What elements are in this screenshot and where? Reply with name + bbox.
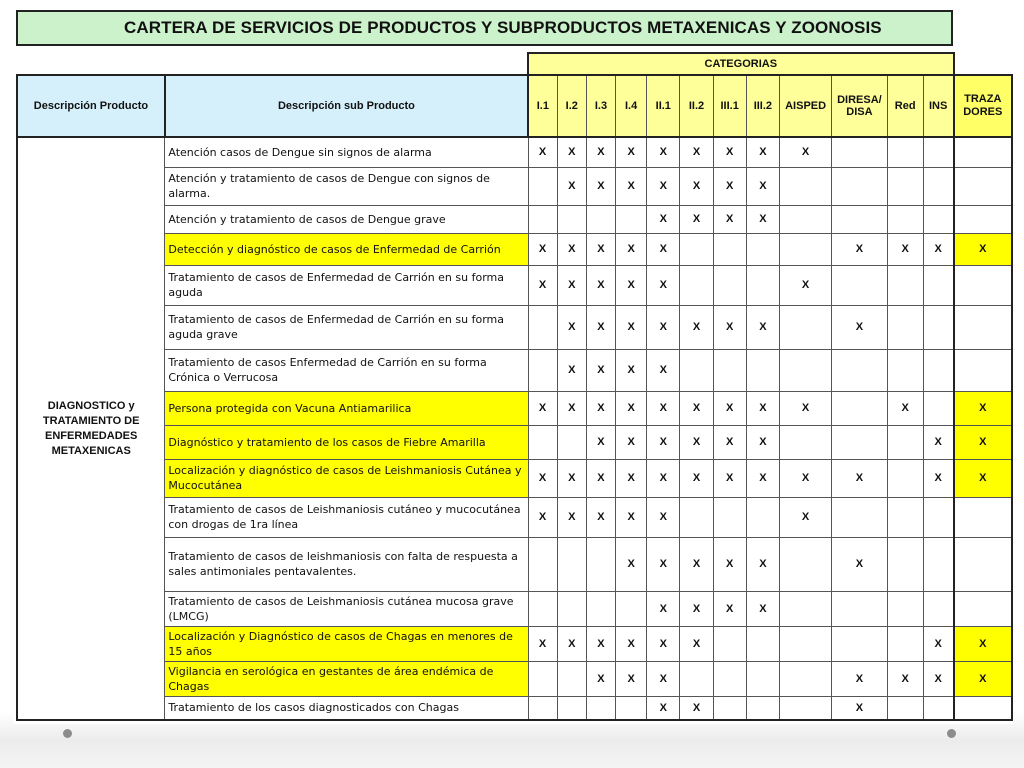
category-mark-cell bbox=[528, 205, 557, 233]
category-mark-cell bbox=[832, 425, 887, 459]
category-mark-cell bbox=[528, 537, 557, 591]
subproduct-cell: Tratamiento de casos de leishmaniosis con falta de respuesta a sales antimoniales pentavalentes. bbox=[165, 537, 528, 591]
category-mark-cell: X bbox=[528, 265, 557, 305]
category-mark-cell bbox=[557, 661, 586, 696]
category-header: II.1 bbox=[647, 75, 680, 137]
category-mark-cell: X bbox=[832, 537, 887, 591]
category-mark-cell: X bbox=[887, 661, 923, 696]
subproduct-cell: Persona protegida con Vacuna Antiamarilica bbox=[165, 391, 528, 425]
trazadores-mark-cell bbox=[954, 137, 1012, 167]
trazadores-mark-cell: X bbox=[954, 626, 1012, 661]
category-mark-cell: X bbox=[713, 459, 746, 497]
category-mark-cell bbox=[887, 696, 923, 720]
table-row bbox=[17, 459, 1012, 497]
trazadores-mark-cell bbox=[954, 305, 1012, 349]
trazadores-mark-cell bbox=[954, 205, 1012, 233]
category-mark-cell: X bbox=[586, 167, 615, 205]
category-mark-cell bbox=[713, 696, 746, 720]
table-row bbox=[17, 425, 1012, 459]
category-mark-cell: X bbox=[647, 205, 680, 233]
category-mark-cell bbox=[923, 167, 953, 205]
category-mark-cell: X bbox=[586, 425, 615, 459]
trazadores-mark-cell: X bbox=[954, 425, 1012, 459]
category-mark-cell bbox=[832, 205, 887, 233]
trazadores-mark-cell bbox=[954, 591, 1012, 626]
category-mark-cell bbox=[713, 233, 746, 265]
subproduct-cell: Tratamiento de casos Enfermedad de Carrión en su forma Crónica o Verrucosa bbox=[165, 349, 528, 391]
category-mark-cell: X bbox=[746, 305, 779, 349]
category-mark-cell: X bbox=[647, 497, 680, 537]
category-mark-cell: X bbox=[616, 265, 647, 305]
spreadsheet bbox=[13, 8, 1013, 724]
subproduct-cell: Detección y diagnóstico de casos de Enfermedad de Carrión bbox=[165, 233, 528, 265]
category-mark-cell: X bbox=[779, 391, 831, 425]
subproduct-cell: Tratamiento de casos de Enfermedad de Carrión en su forma aguda grave bbox=[165, 305, 528, 349]
category-mark-cell bbox=[779, 167, 831, 205]
category-mark-cell bbox=[746, 661, 779, 696]
trazadores-mark-cell bbox=[954, 265, 1012, 305]
category-mark-cell: X bbox=[557, 305, 586, 349]
category-mark-cell: X bbox=[557, 497, 586, 537]
category-mark-cell bbox=[779, 349, 831, 391]
category-mark-cell: X bbox=[746, 459, 779, 497]
categories-row bbox=[17, 53, 1012, 75]
category-mark-cell: X bbox=[746, 591, 779, 626]
category-mark-cell: X bbox=[923, 425, 953, 459]
product-name-cell: DIAGNOSTICO y TRATAMIENTO DE ENFERMEDADES METAXENICAS bbox=[17, 137, 165, 720]
category-mark-cell bbox=[779, 696, 831, 720]
subproduct-cell: Tratamiento de casos de Enfermedad de Carrión en su forma aguda bbox=[165, 265, 528, 305]
category-mark-cell bbox=[832, 497, 887, 537]
category-mark-cell bbox=[887, 349, 923, 391]
category-mark-cell: X bbox=[680, 167, 713, 205]
table-body bbox=[17, 137, 1012, 720]
category-mark-cell: X bbox=[528, 497, 557, 537]
subproduct-cell: Atención y tratamiento de casos de Dengue grave bbox=[165, 205, 528, 233]
category-mark-cell bbox=[713, 497, 746, 537]
category-mark-cell: X bbox=[557, 137, 586, 167]
category-mark-cell: X bbox=[586, 265, 615, 305]
trazadores-mark-cell: X bbox=[954, 391, 1012, 425]
category-header: III.1 bbox=[713, 75, 746, 137]
subproduct-cell: Tratamiento de casos de Leishmaniosis cutánea mucosa grave (LMCG) bbox=[165, 591, 528, 626]
category-mark-cell bbox=[887, 626, 923, 661]
category-mark-cell bbox=[832, 137, 887, 167]
table-row bbox=[17, 591, 1012, 626]
category-mark-cell bbox=[923, 537, 953, 591]
subproduct-cell: Atención casos de Dengue sin signos de alarma bbox=[165, 137, 528, 167]
category-mark-cell: X bbox=[616, 137, 647, 167]
category-mark-cell: X bbox=[779, 265, 831, 305]
category-mark-cell bbox=[779, 537, 831, 591]
category-mark-cell: X bbox=[746, 537, 779, 591]
category-mark-cell: X bbox=[647, 305, 680, 349]
page-title: CARTERA DE SERVICIOS DE PRODUCTOS Y SUBPRODUCTOS METAXENICAS Y ZOONOSIS bbox=[16, 10, 953, 46]
category-mark-cell: X bbox=[713, 425, 746, 459]
category-mark-cell bbox=[923, 497, 953, 537]
category-mark-cell: X bbox=[557, 167, 586, 205]
category-mark-cell: X bbox=[746, 205, 779, 233]
category-mark-cell bbox=[779, 425, 831, 459]
category-header: DIRESA/ DISA bbox=[832, 75, 887, 137]
trazadores-mark-cell bbox=[954, 537, 1012, 591]
category-mark-cell bbox=[713, 349, 746, 391]
category-header: I.2 bbox=[557, 75, 586, 137]
category-mark-cell: X bbox=[680, 537, 713, 591]
category-mark-cell: X bbox=[832, 305, 887, 349]
trazadores-header: TRAZA DORES bbox=[954, 75, 1012, 137]
category-mark-cell: X bbox=[528, 626, 557, 661]
category-mark-cell: X bbox=[557, 265, 586, 305]
table-row bbox=[17, 661, 1012, 696]
category-mark-cell bbox=[887, 167, 923, 205]
category-mark-cell: X bbox=[680, 459, 713, 497]
category-mark-cell bbox=[887, 591, 923, 626]
category-mark-cell: X bbox=[586, 233, 615, 265]
category-mark-cell: X bbox=[586, 391, 615, 425]
category-mark-cell: X bbox=[647, 391, 680, 425]
category-mark-cell: X bbox=[713, 591, 746, 626]
subproduct-cell: Tratamiento de los casos diagnosticados con Chagas bbox=[165, 696, 528, 720]
category-mark-cell: X bbox=[923, 233, 953, 265]
category-mark-cell: X bbox=[616, 661, 647, 696]
category-mark-cell bbox=[923, 265, 953, 305]
table-row bbox=[17, 167, 1012, 205]
category-mark-cell bbox=[923, 305, 953, 349]
category-mark-cell: X bbox=[713, 305, 746, 349]
category-mark-cell bbox=[887, 497, 923, 537]
category-header: III.2 bbox=[746, 75, 779, 137]
category-mark-cell: X bbox=[713, 205, 746, 233]
category-mark-cell bbox=[557, 591, 586, 626]
category-mark-cell bbox=[923, 391, 953, 425]
category-mark-cell bbox=[586, 591, 615, 626]
category-mark-cell bbox=[586, 205, 615, 233]
product-header: Descripción Producto bbox=[17, 75, 165, 137]
category-mark-cell: X bbox=[586, 661, 615, 696]
trazadores-mark-cell bbox=[954, 696, 1012, 720]
subproduct-cell: Vigilancia en serológica en gestantes de área endémica de Chagas bbox=[165, 661, 528, 696]
category-mark-cell bbox=[832, 591, 887, 626]
category-mark-cell: X bbox=[647, 233, 680, 265]
category-mark-cell: X bbox=[557, 626, 586, 661]
table-row bbox=[17, 137, 1012, 167]
subproduct-cell: Tratamiento de casos de Leishmaniosis cutáneo y mucocutánea con drogas de 1ra línea bbox=[165, 497, 528, 537]
category-mark-cell bbox=[746, 696, 779, 720]
category-mark-cell bbox=[586, 696, 615, 720]
category-mark-cell: X bbox=[680, 425, 713, 459]
subproduct-cell: Localización y Diagnóstico de casos de Chagas en menores de 15 años bbox=[165, 626, 528, 661]
category-mark-cell bbox=[887, 425, 923, 459]
category-mark-cell bbox=[923, 137, 953, 167]
category-mark-cell: X bbox=[647, 696, 680, 720]
category-mark-cell: X bbox=[680, 696, 713, 720]
category-header: AISPED bbox=[779, 75, 831, 137]
category-mark-cell bbox=[779, 205, 831, 233]
slide-dot bbox=[947, 729, 956, 738]
category-mark-cell: X bbox=[832, 233, 887, 265]
slide-dot bbox=[63, 729, 72, 738]
table-row bbox=[17, 497, 1012, 537]
category-mark-cell bbox=[832, 626, 887, 661]
category-mark-cell bbox=[923, 205, 953, 233]
category-mark-cell: X bbox=[746, 167, 779, 205]
category-header: INS bbox=[923, 75, 953, 137]
category-mark-cell bbox=[557, 205, 586, 233]
subproduct-cell: Localización y diagnóstico de casos de Leishmaniosis Cutánea y Mucocutánea bbox=[165, 459, 528, 497]
category-header: I.3 bbox=[586, 75, 615, 137]
category-mark-cell: X bbox=[713, 137, 746, 167]
category-mark-cell: X bbox=[616, 349, 647, 391]
category-mark-cell: X bbox=[616, 497, 647, 537]
category-mark-cell bbox=[832, 391, 887, 425]
category-mark-cell: X bbox=[779, 459, 831, 497]
category-mark-cell: X bbox=[779, 137, 831, 167]
table-row bbox=[17, 233, 1012, 265]
category-header: II.2 bbox=[680, 75, 713, 137]
trazadores-mark-cell: X bbox=[954, 459, 1012, 497]
category-mark-cell bbox=[713, 265, 746, 305]
category-mark-cell: X bbox=[616, 305, 647, 349]
category-mark-cell: X bbox=[779, 497, 831, 537]
category-header: I.1 bbox=[528, 75, 557, 137]
category-mark-cell: X bbox=[647, 137, 680, 167]
subproduct-cell: Atención y tratamiento de casos de Dengue con signos de alarma. bbox=[165, 167, 528, 205]
category-mark-cell: X bbox=[647, 349, 680, 391]
category-mark-cell bbox=[887, 137, 923, 167]
category-mark-cell: X bbox=[647, 459, 680, 497]
category-mark-cell: X bbox=[616, 626, 647, 661]
category-mark-cell: X bbox=[528, 459, 557, 497]
category-mark-cell: X bbox=[647, 425, 680, 459]
category-mark-cell bbox=[887, 305, 923, 349]
table-row bbox=[17, 626, 1012, 661]
table-row bbox=[17, 537, 1012, 591]
category-mark-cell: X bbox=[887, 233, 923, 265]
category-mark-cell: X bbox=[647, 626, 680, 661]
category-mark-cell: X bbox=[586, 497, 615, 537]
category-mark-cell bbox=[680, 233, 713, 265]
category-mark-cell bbox=[680, 661, 713, 696]
category-mark-cell bbox=[832, 167, 887, 205]
subproduct-header: Descripción sub Producto bbox=[165, 75, 528, 137]
category-mark-cell bbox=[779, 305, 831, 349]
trazadores-mark-cell: X bbox=[954, 233, 1012, 265]
category-mark-cell: X bbox=[680, 305, 713, 349]
category-mark-cell bbox=[528, 425, 557, 459]
category-mark-cell: X bbox=[680, 137, 713, 167]
category-mark-cell bbox=[528, 696, 557, 720]
category-mark-cell: X bbox=[680, 205, 713, 233]
category-mark-cell bbox=[746, 349, 779, 391]
category-mark-cell bbox=[832, 265, 887, 305]
trazadores-mark-cell bbox=[954, 167, 1012, 205]
category-mark-cell: X bbox=[923, 459, 953, 497]
category-mark-cell bbox=[680, 497, 713, 537]
category-mark-cell: X bbox=[528, 391, 557, 425]
category-mark-cell: X bbox=[586, 626, 615, 661]
category-mark-cell bbox=[746, 626, 779, 661]
category-mark-cell: X bbox=[647, 537, 680, 591]
category-mark-cell bbox=[746, 265, 779, 305]
category-mark-cell: X bbox=[616, 233, 647, 265]
category-mark-cell: X bbox=[557, 391, 586, 425]
table-row bbox=[17, 205, 1012, 233]
category-mark-cell bbox=[557, 696, 586, 720]
category-mark-cell bbox=[528, 167, 557, 205]
category-mark-cell: X bbox=[586, 349, 615, 391]
category-mark-cell: X bbox=[647, 591, 680, 626]
table-row bbox=[17, 696, 1012, 720]
category-mark-cell bbox=[887, 265, 923, 305]
category-mark-cell bbox=[779, 661, 831, 696]
category-mark-cell bbox=[887, 459, 923, 497]
category-mark-cell bbox=[557, 537, 586, 591]
subproduct-cell: Diagnóstico y tratamiento de los casos de Fiebre Amarilla bbox=[165, 425, 528, 459]
category-mark-cell bbox=[713, 661, 746, 696]
category-mark-cell bbox=[616, 696, 647, 720]
table-row bbox=[17, 391, 1012, 425]
category-mark-cell bbox=[616, 205, 647, 233]
category-mark-cell: X bbox=[746, 137, 779, 167]
table-row bbox=[17, 349, 1012, 391]
header-row bbox=[17, 75, 1012, 137]
category-mark-cell: X bbox=[713, 167, 746, 205]
category-mark-cell bbox=[887, 537, 923, 591]
category-mark-cell: X bbox=[528, 233, 557, 265]
category-mark-cell bbox=[557, 425, 586, 459]
category-mark-cell: X bbox=[647, 661, 680, 696]
category-mark-cell: X bbox=[647, 167, 680, 205]
category-mark-cell: X bbox=[616, 537, 647, 591]
category-mark-cell: X bbox=[586, 305, 615, 349]
category-mark-cell bbox=[713, 626, 746, 661]
services-table bbox=[16, 52, 1013, 721]
trazadores-mark-cell: X bbox=[954, 661, 1012, 696]
category-mark-cell: X bbox=[557, 349, 586, 391]
category-mark-cell: X bbox=[923, 626, 953, 661]
category-mark-cell: X bbox=[713, 391, 746, 425]
category-mark-cell bbox=[923, 591, 953, 626]
category-mark-cell bbox=[779, 233, 831, 265]
trazadores-mark-cell bbox=[954, 349, 1012, 391]
category-mark-cell bbox=[528, 591, 557, 626]
category-mark-cell: X bbox=[832, 459, 887, 497]
category-mark-cell: X bbox=[680, 591, 713, 626]
category-mark-cell bbox=[528, 661, 557, 696]
category-mark-cell: X bbox=[680, 391, 713, 425]
category-header: I.4 bbox=[616, 75, 647, 137]
category-mark-cell: X bbox=[647, 265, 680, 305]
category-mark-cell: X bbox=[713, 537, 746, 591]
table-row bbox=[17, 305, 1012, 349]
category-mark-cell: X bbox=[586, 459, 615, 497]
category-mark-cell: X bbox=[557, 233, 586, 265]
category-mark-cell bbox=[746, 497, 779, 537]
category-mark-cell bbox=[586, 537, 615, 591]
category-mark-cell: X bbox=[832, 661, 887, 696]
category-mark-cell bbox=[779, 591, 831, 626]
category-mark-cell bbox=[923, 349, 953, 391]
category-mark-cell: X bbox=[616, 391, 647, 425]
category-mark-cell bbox=[887, 205, 923, 233]
category-mark-cell bbox=[616, 591, 647, 626]
category-mark-cell: X bbox=[557, 459, 586, 497]
category-mark-cell: X bbox=[832, 696, 887, 720]
category-mark-cell bbox=[528, 305, 557, 349]
category-mark-cell bbox=[528, 349, 557, 391]
category-mark-cell: X bbox=[616, 425, 647, 459]
table-row bbox=[17, 265, 1012, 305]
category-mark-cell: X bbox=[923, 661, 953, 696]
category-mark-cell: X bbox=[528, 137, 557, 167]
category-header: Red bbox=[887, 75, 923, 137]
category-mark-cell bbox=[746, 233, 779, 265]
category-mark-cell: X bbox=[680, 626, 713, 661]
categories-label: CATEGORIAS bbox=[528, 53, 954, 75]
category-mark-cell: X bbox=[586, 137, 615, 167]
category-mark-cell: X bbox=[746, 425, 779, 459]
category-mark-cell bbox=[680, 265, 713, 305]
category-mark-cell: X bbox=[616, 459, 647, 497]
trazadores-mark-cell bbox=[954, 497, 1012, 537]
category-mark-cell bbox=[680, 349, 713, 391]
category-mark-cell bbox=[779, 626, 831, 661]
category-mark-cell: X bbox=[746, 391, 779, 425]
category-mark-cell: X bbox=[887, 391, 923, 425]
category-mark-cell bbox=[832, 349, 887, 391]
category-mark-cell: X bbox=[616, 167, 647, 205]
category-mark-cell bbox=[923, 696, 953, 720]
